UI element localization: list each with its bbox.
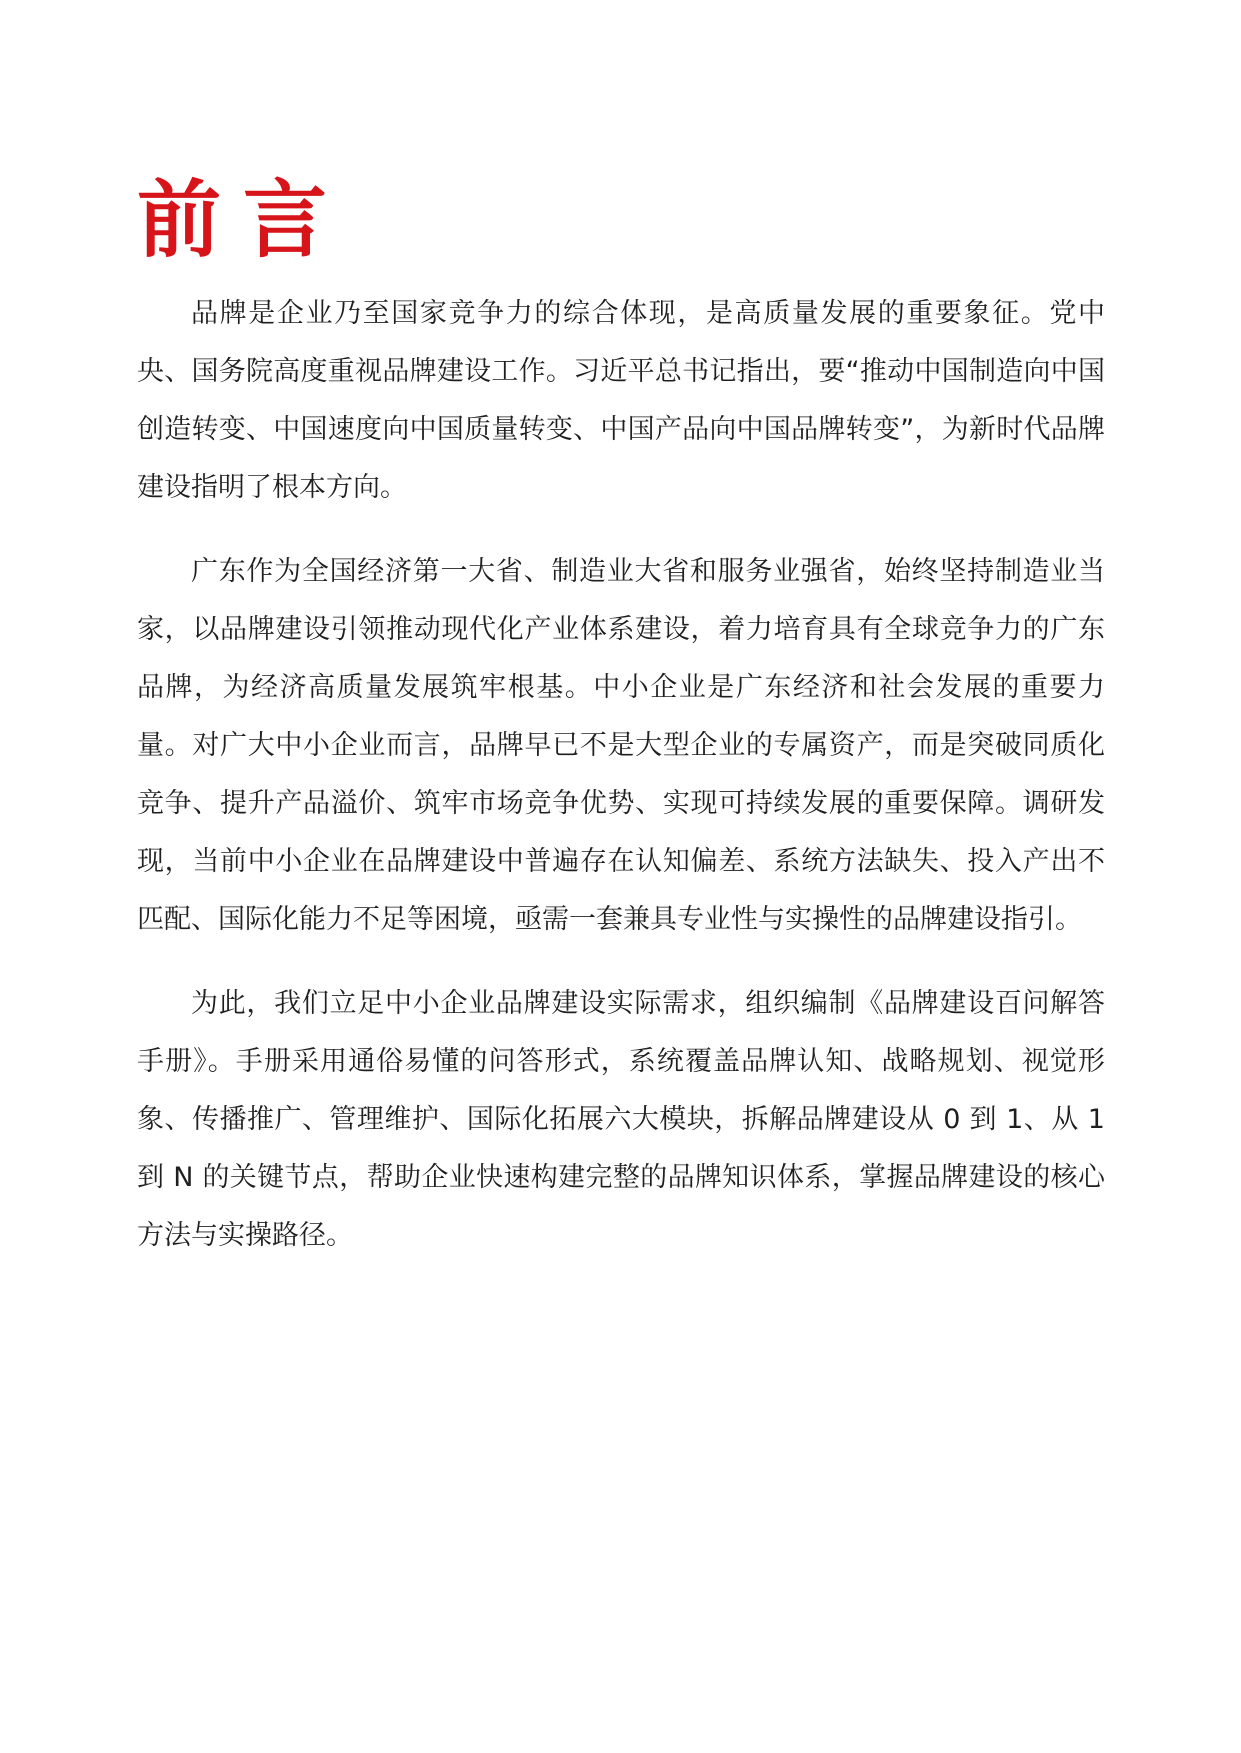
- preface-body: [137, 285, 1105, 1291]
- paragraph-2: 广东作为全国经济第一大省、制造业大省和服务业强省，始终坚持制造业当家，以品牌建设引领推动现代化产业体系建设，着力培育具有全球竞争力的广东品牌，为经济高质量发展筑牢根基。中小企业是广东经济和社会发展的重要力量。对广大中小企业而言，品牌早已不是大型企业的专属资产，而是突破同质化竞争、提升产品溢价、筑牢市场竞争优势、实现可持续发展的重要保障。调研发现，当前中小企业在品牌建设中普遍存在认知偏差、系统方法缺失、投入产出不匹配、国际化能力不足等困境，亟需一套兼具专业性与实操性的品牌建设指引。: [137, 556, 1105, 935]
- paragraph-3: 为此，我们立足中小企业品牌建设实际需求，组织编制《品牌建设百问解答手册》。手册采用通俗易懂的问答形式，系统覆盖品牌认知、战略规划、视觉形象、传播推广、管理维护、国际化拓展六大模块，拆解品牌建设从 0 到 1、从 1 到 N 的关键节点，帮助企业快速构建完整的品牌知识体系，掌握品牌建设的核心方法与实操路径。: [137, 988, 1105, 1251]
- page-title: 前言: [137, 171, 350, 269]
- paragraph-1: 品牌是企业乃至国家竞争力的综合体现，是高质量发展的重要象征。党中央、国务院高度重视品牌建设工作。习近平总书记指出，要“推动中国制造向中国创造转变、中国速度向中国质量转变、中国产品向中国品牌转变”，为新时代品牌建设指明了根本方向。: [137, 298, 1105, 503]
